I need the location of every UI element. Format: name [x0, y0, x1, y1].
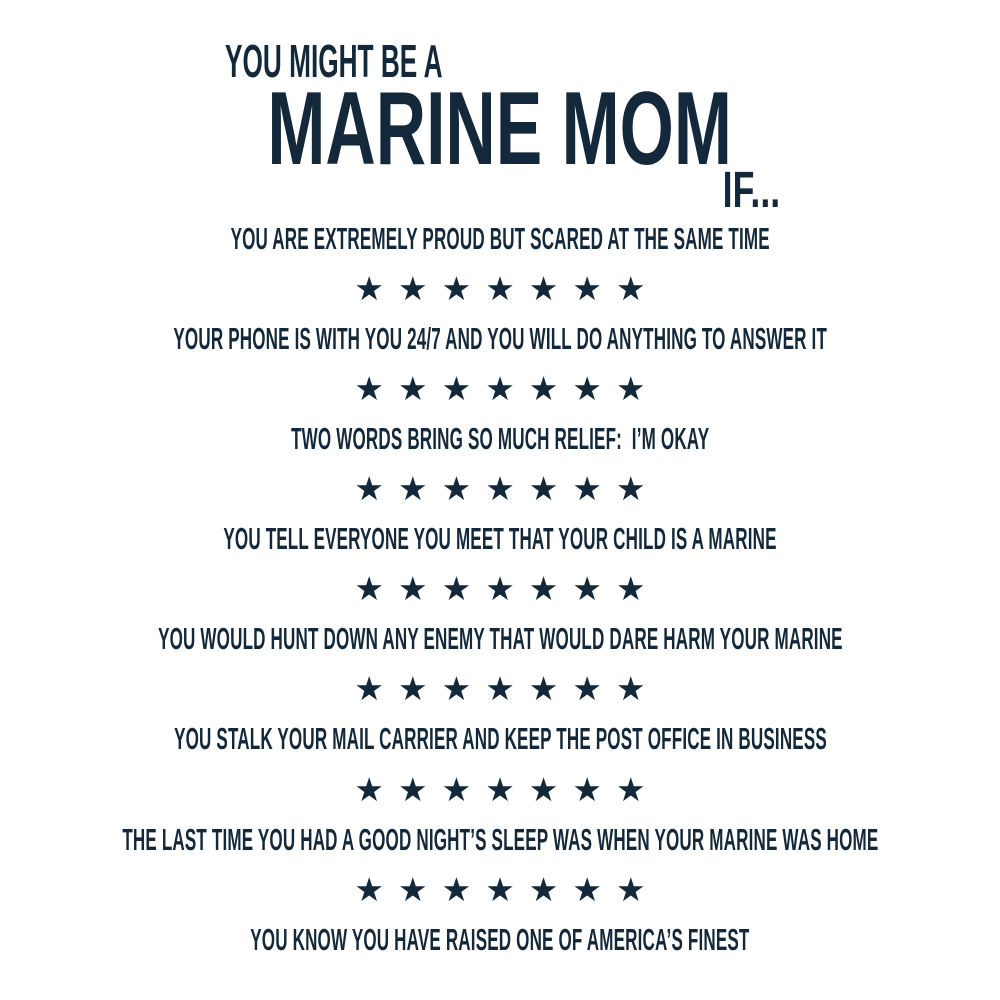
- star-icon: ★: [398, 469, 428, 509]
- star-icon: ★: [572, 669, 602, 709]
- star-icon: ★: [354, 368, 385, 408]
- star-icon: ★: [354, 669, 385, 709]
- star-icon: ★: [441, 368, 472, 408]
- title-line-suffix: [698, 161, 780, 218]
- star-icon: ★: [615, 869, 646, 909]
- star-icon: ★: [441, 769, 472, 809]
- statement-row: [0, 714, 1000, 764]
- star-icon: ★: [354, 268, 385, 308]
- title-main-text: MARINE MOM: [267, 71, 733, 187]
- statement-line: YOU KNOW YOU HAVE RAISED ONE OF AMERICA’S FINEST: [250, 921, 750, 957]
- star-icon: ★: [572, 769, 602, 809]
- star-icon: ★: [615, 569, 646, 609]
- star-icon: ★: [354, 869, 385, 909]
- star-row: [347, 469, 652, 509]
- star-row: [347, 569, 652, 609]
- statement-line: YOU TELL EVERYONE YOU MEET THAT YOUR CHILD IS A MARINE: [223, 521, 777, 557]
- statement-line: YOU STALK YOUR MAIL CARRIER AND KEEP THE POST OFFICE IN BUSINESS: [173, 721, 827, 757]
- statement-row: [0, 914, 1000, 964]
- star-row: [347, 268, 652, 308]
- star-icon: ★: [441, 469, 472, 509]
- star-divider-row: [0, 363, 1000, 413]
- star-icon: ★: [354, 469, 385, 509]
- star-row: [347, 368, 652, 408]
- star-row: [347, 869, 652, 909]
- statement-line: TWO WORDS BRING SO MUCH RELIEF: I’M OKAY: [290, 420, 710, 456]
- statement-row: [0, 413, 1000, 463]
- star-divider-row: [0, 664, 1000, 714]
- star-icon: ★: [485, 368, 515, 408]
- statement-row: [0, 614, 1000, 664]
- star-icon: ★: [615, 769, 646, 809]
- star-icon: ★: [572, 268, 602, 308]
- star-row: [347, 769, 652, 809]
- star-icon: ★: [398, 368, 428, 408]
- star-icon: ★: [398, 669, 428, 709]
- star-icon: ★: [572, 569, 602, 609]
- star-icon: ★: [528, 368, 559, 408]
- star-icon: ★: [441, 869, 472, 909]
- star-icon: ★: [615, 669, 646, 709]
- statement-list: [0, 213, 1000, 964]
- star-divider-row: [0, 864, 1000, 914]
- statement-row: [0, 814, 1000, 864]
- star-icon: ★: [528, 769, 559, 809]
- title-suffix-text: IF...: [722, 161, 780, 218]
- star-icon: ★: [572, 869, 602, 909]
- statement-line: THE LAST TIME YOU HAD A GOOD NIGHT’S SLEEP WAS WHEN YOUR MARINE WAS HOME: [121, 821, 879, 857]
- star-icon: ★: [441, 268, 472, 308]
- statement-line: YOU ARE EXTREMELY PROUD BUT SCARED AT THE SAME TIME: [230, 220, 770, 256]
- star-icon: ★: [398, 569, 428, 609]
- statement-row: [0, 213, 1000, 263]
- title-line-main: [0, 71, 1000, 187]
- star-icon: ★: [485, 268, 515, 308]
- star-icon: ★: [615, 268, 646, 308]
- star-icon: ★: [485, 569, 515, 609]
- star-icon: ★: [354, 569, 385, 609]
- statement-line: YOUR PHONE IS WITH YOU 24/7 AND YOU WILL DO ANYTHING TO ANSWER IT: [173, 320, 827, 356]
- statement-line: YOU WOULD HUNT DOWN ANY ENEMY THAT WOULD DARE HARM YOUR MARINE: [157, 621, 843, 657]
- star-icon: ★: [485, 869, 515, 909]
- star-icon: ★: [441, 569, 472, 609]
- star-icon: ★: [528, 669, 559, 709]
- statement-row: [0, 514, 1000, 564]
- star-icon: ★: [528, 268, 559, 308]
- star-row: [347, 669, 652, 709]
- star-icon: ★: [615, 368, 646, 408]
- star-icon: ★: [441, 669, 472, 709]
- star-icon: ★: [528, 869, 559, 909]
- statement-row: [0, 313, 1000, 363]
- star-divider-row: [0, 463, 1000, 513]
- star-icon: ★: [354, 769, 385, 809]
- star-icon: ★: [528, 469, 559, 509]
- star-divider-row: [0, 263, 1000, 313]
- star-icon: ★: [398, 769, 428, 809]
- star-icon: ★: [572, 469, 602, 509]
- star-icon: ★: [398, 869, 428, 909]
- star-icon: ★: [485, 669, 515, 709]
- star-divider-row: [0, 564, 1000, 614]
- star-icon: ★: [528, 569, 559, 609]
- star-icon: ★: [485, 769, 515, 809]
- star-divider-row: [0, 764, 1000, 814]
- star-icon: ★: [398, 268, 428, 308]
- star-icon: ★: [485, 469, 515, 509]
- title-top-text: YOU MIGHT BE A: [225, 35, 443, 87]
- star-icon: ★: [615, 469, 646, 509]
- star-icon: ★: [572, 368, 602, 408]
